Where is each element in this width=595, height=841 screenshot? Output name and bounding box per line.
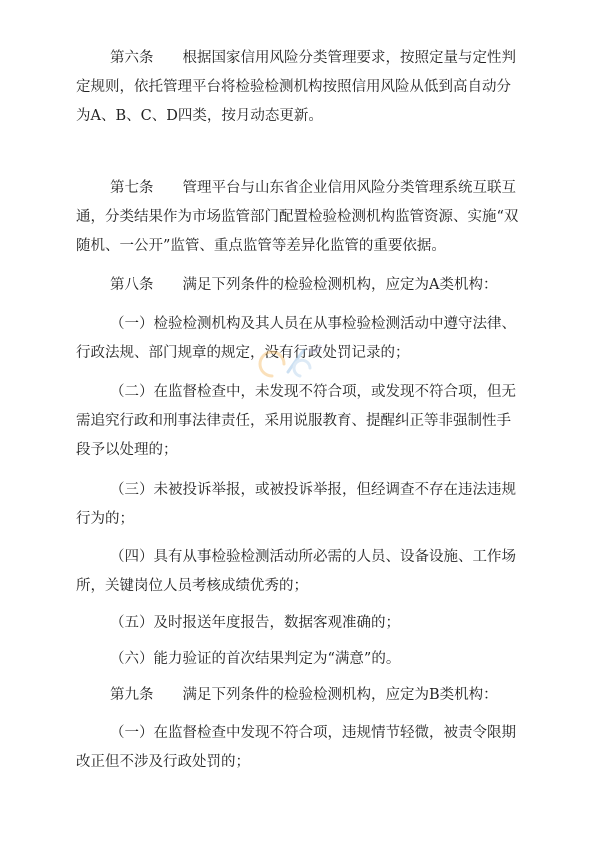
article-9 bbox=[76, 681, 528, 710]
article-9-line-1: 第九条 满足下列条件的检验检测机构，应定为B类机构： bbox=[110, 687, 498, 703]
article-8-item-4-line-1: （四）具有从事检验检测活动所必需的人员、设备设施、工作场 bbox=[110, 549, 516, 565]
article-7 bbox=[76, 174, 528, 261]
article-8-item-1-line-1: （一）检验检测机构及其人员在从事检验检测活动中遵守法律、 bbox=[110, 316, 516, 332]
article-8-item-3-line-1: （三）未被投诉举报，或被投诉举报，但经调查不存在违法违规 bbox=[110, 482, 516, 498]
article-6 bbox=[76, 44, 528, 131]
article-8 bbox=[76, 271, 528, 300]
article-8-item-2-line-2: 需追究行政和刑事法律责任，采用说服教育、提醒纠正等非强制性手 bbox=[76, 413, 511, 429]
article-7-line-2: 通，分类结果作为市场监管部门配置检验检测机构监管资源、实施“双 bbox=[76, 209, 519, 225]
article-8-item-3 bbox=[76, 476, 528, 534]
article-8-item-2-line-1: （二）在监督检查中，未发现不符合项，或发现不符合项，但无 bbox=[110, 384, 516, 400]
article-8-item-3-line-2: 行为的； bbox=[76, 511, 134, 527]
article-8-line-1: 第八条 满足下列条件的检验检测机构，应定为A类机构： bbox=[110, 277, 498, 293]
article-6-line-3: 为A、B、C、D四类，按月动态更新。 bbox=[76, 108, 323, 124]
article-9-item-1 bbox=[76, 719, 528, 777]
article-6-line-1: 第六条 根据国家信用风险分类管理要求，按照定量与定性判 bbox=[110, 50, 516, 66]
article-9-item-1-line-1: （一）在监督检查中发现不符合项，违规情节轻微，被责令限期 bbox=[110, 725, 516, 741]
article-8-item-6 bbox=[76, 645, 528, 674]
article-7-line-1: 第七条 管理平台与山东省企业信用风险分类管理系统互联互 bbox=[110, 180, 516, 196]
article-8-item-1-line-2: 行政法规、部门规章的规定，没有行政处罚记录的； bbox=[76, 345, 410, 361]
article-8-item-5-line-1: （五）及时报送年度报告，数据客观准确的； bbox=[110, 615, 400, 631]
article-8-item-2-line-3: 段予以处理的； bbox=[76, 442, 178, 458]
article-8-item-4 bbox=[76, 543, 528, 601]
article-9-item-1-line-2: 改正但不涉及行政处罚的； bbox=[76, 754, 250, 770]
watermark-logo-icon bbox=[258, 332, 328, 392]
article-8-item-4-line-2: 所，关键岗位人员考核成绩优秀的； bbox=[76, 578, 308, 594]
article-8-item-6-line-1: （六）能力验证的首次结果判定为“满意”的。 bbox=[110, 651, 401, 667]
article-7-line-3: 随机、一公开”监管、重点监管等差异化监管的重要依据。 bbox=[76, 238, 446, 254]
article-6-line-2: 定规则，依托管理平台将检验检测机构按照信用风险从低到高自动分 bbox=[76, 79, 511, 95]
article-8-item-5 bbox=[76, 609, 528, 638]
